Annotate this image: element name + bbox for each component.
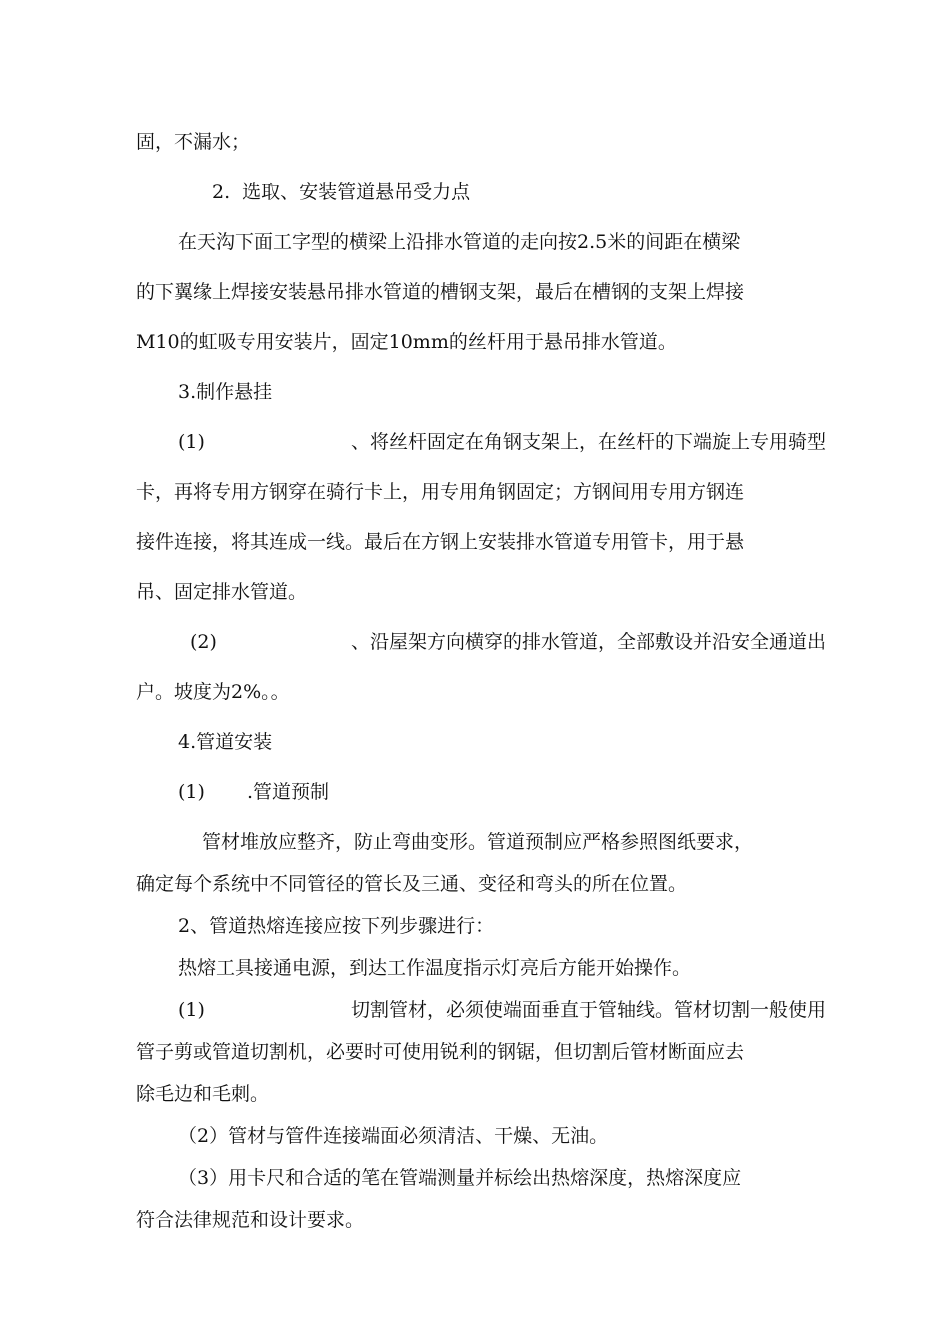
list-item-line: [178, 778, 478, 806]
text-line: 固，不漏水；: [136, 131, 251, 153]
text-line: 的下翼缘上焊接安装悬吊排水管道的槽钢支架，最后在槽钢的支架上焊接: [136, 281, 745, 303]
text-line: 管子剪或管道切割机，必要时可使用锐利的钢锯，但切割后管材断面应去: [136, 1041, 745, 1063]
text-line: 卡，再将专用方钢穿在骑行卡上，用专用角钢固定；方钢间用专用方钢连: [136, 481, 745, 503]
item-text: 、将丝杆固定在角钢支架上，在丝杆的下端旋上专用骑型: [350, 431, 826, 453]
text-line: 接件连接，将其连成一线。最后在方钢上安装排水管道专用管卡，用于悬: [136, 531, 745, 553]
section-heading-step: 2、管道热熔连接应按下列步骤进行：: [178, 915, 495, 937]
list-item-line: （3）用卡尺和合适的笔在管端测量并标绘出热熔深度，热熔深度应: [178, 1167, 742, 1189]
text-line: 在天沟下面工字型的横梁上沿排水管道的走向按2.5米的间距在横梁: [178, 231, 741, 253]
list-item-line: [178, 428, 826, 456]
section-heading-4: 4.管道安装: [178, 731, 273, 753]
list-item-line: （2）管材与管件连接端面必须清洁、干燥、无油。: [178, 1125, 609, 1147]
item-number: (1): [178, 781, 205, 803]
text-line: 管材堆放应整齐，防止弯曲变形。管道预制应严格参照图纸要求，: [202, 831, 754, 853]
list-item-line: [178, 996, 826, 1024]
item-number: (1): [178, 999, 205, 1021]
text-line: 确定每个系统中不同管径的管长及三通、变径和弯头的所在位置。: [136, 873, 688, 895]
text-line: M10的虹吸专用安装片，固定10mm的丝杆用于悬吊排水管道。: [136, 331, 677, 353]
item-text: 、沿屋架方向横穿的排水管道，全部敷设并沿安全通道出: [350, 631, 826, 653]
item-number: (2): [190, 631, 217, 653]
text-line: 符合法律规范和设计要求。: [136, 1209, 365, 1231]
item-text: 切割管材，必须使端面垂直于管轴线。管材切割一般使用: [350, 999, 826, 1021]
section-heading-3: 3.制作悬挂: [178, 381, 273, 403]
text-line: 吊、固定排水管道。: [136, 581, 308, 603]
section-heading-2: 2. 选取、安装管道悬吊受力点: [212, 181, 471, 203]
text-line: 除毛边和毛刺。: [136, 1083, 270, 1105]
item-text: .管道预制: [247, 781, 330, 803]
text-line: 热熔工具接通电源，到达工作温度指示灯亮后方能开始操作。: [178, 957, 692, 979]
list-item-line: [190, 628, 826, 656]
text-line: 户。坡度为2%。。: [136, 681, 290, 703]
item-number: (1): [178, 431, 205, 453]
